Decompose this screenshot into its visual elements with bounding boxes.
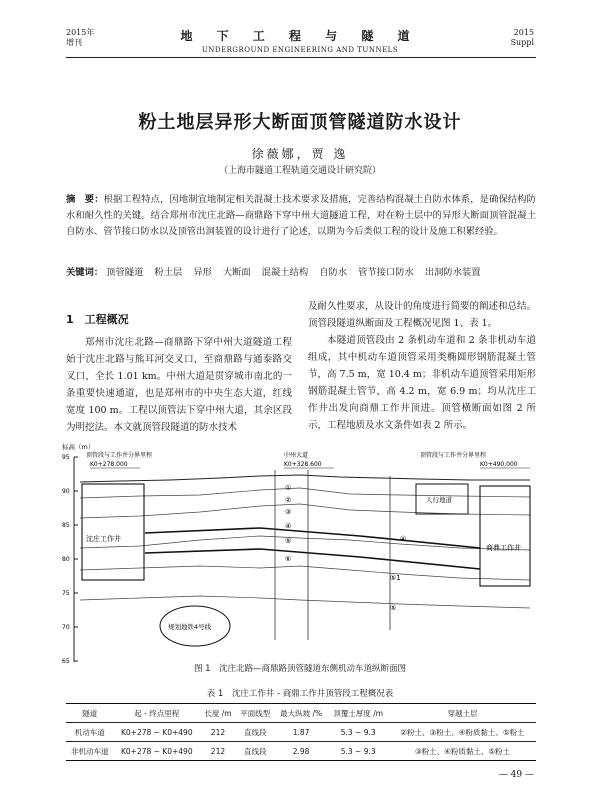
underpass-label: 人行地道: [426, 496, 452, 504]
keyword: 出洞防水装置: [424, 267, 481, 278]
col-header: 起 - 终点里程: [114, 704, 201, 723]
soil-boundary: [80, 504, 530, 518]
y-axis-label: 标高（m）: [62, 443, 95, 451]
journal-name-cn: 地 下 工 程 与 隧 道: [180, 29, 420, 43]
table-row: [66, 742, 536, 761]
table-cell: 直线段: [236, 742, 275, 761]
metro-label: 规划地铁4号线: [168, 623, 212, 631]
soil-boundary: [80, 596, 530, 608]
y-tick-label: 65: [62, 658, 70, 665]
keywords-label: 关键词：: [66, 267, 104, 278]
header-rule: [66, 57, 536, 58]
y-tick-label: 75: [62, 590, 70, 597]
table-caption: 表 1 沈庄工作井 - 商鼎工作井顶管段工程概况表: [206, 689, 394, 699]
shangding-label: 商鼎工作井: [486, 544, 521, 552]
table-cell: ③粉土、④粉质黏土、⑤粉土: [389, 742, 536, 761]
keywords: [66, 266, 536, 280]
header-issue: 增刊: [66, 38, 82, 47]
left-chainage-label: K0+278.000: [90, 461, 128, 468]
right-paragraph-1: 及耐久性要求，从设计的角度进行简要的阐述和总结。顶管段隧道纵断面及工程概况见图 1、表 1。: [308, 301, 537, 329]
header-year: 2015年: [66, 28, 95, 37]
ground-surface: [80, 475, 530, 482]
table-cell: 2.98: [275, 742, 328, 761]
journal-name-en: UNDERGROUND ENGINEERING AND TUNNELS: [201, 46, 399, 54]
col-header: 最大纵坡 /%: [275, 704, 328, 723]
mid-chainage-label: K0+328.600: [284, 461, 322, 468]
table-header-row: [66, 704, 536, 723]
table-cell: 5.3 ~ 9.3: [327, 723, 389, 742]
right-boundary-label: 顶管段与工作井分界里程: [420, 452, 487, 459]
table-cell: 直线段: [236, 723, 275, 742]
col-header: 长度 /m: [200, 704, 236, 723]
table-cell: 非机动车道: [66, 742, 114, 761]
page-number: — 49 —: [498, 770, 534, 780]
soil-label: ④: [285, 522, 292, 530]
keyword: 大断面: [222, 267, 251, 278]
table-row: [66, 723, 536, 742]
left-boundary-label: 顶管段与工作井分界里程: [86, 452, 153, 459]
soil-boundary: [80, 536, 530, 550]
profile-figure: [60, 440, 540, 670]
keyword: 异形: [193, 267, 212, 278]
left-column: [66, 334, 292, 436]
table-cell: K0+278 ~ K0+490: [114, 723, 201, 742]
mid-road-label: 中州大道: [284, 452, 309, 459]
soil-label: ①: [285, 484, 292, 492]
col-header: 隧道: [66, 704, 114, 723]
soil-label: ③: [285, 508, 292, 516]
authors: 徐薇娜，贾 逸: [251, 147, 349, 161]
table-cell: ②粉土、③粉土、④粉质黏土、⑤粉土: [389, 723, 536, 742]
soil-label: ②: [285, 496, 292, 504]
table-cell: 212: [200, 742, 236, 761]
y-tick-label: 90: [62, 488, 70, 495]
header-right: [511, 28, 534, 48]
soil-layer-labels: [285, 484, 406, 612]
paper-title: 粉土地层异形大断面顶管隧道防水设计: [138, 112, 462, 133]
abstract-text: 根据工程特点，因地制宜地制定相关混凝土技术要求及措施，完善结构混凝土自防水体系，是确保结构防水和耐久性的关键。结合郑州市沈庄北路—商鼎路下穿中州大道隧道工程，对在粉土层中的异形大断面顶管混凝土自防水、管节接口防水以及顶管出洞装置的设计进行了论述，以期为今后类似工程的设计及施工积累经验。: [66, 194, 536, 237]
table-cell: 212: [200, 723, 236, 742]
project-table: [66, 703, 536, 761]
y-tick-label: 80: [62, 556, 70, 563]
affiliation: （上海市隧道工程轨道交通设计研究院）: [218, 166, 381, 176]
tunnel-crown: [145, 528, 480, 548]
soil-boundary: [80, 566, 530, 580]
left-paragraph: 郑州市沈庄北路—商鼎路下穿中州大道隧道工程始于沈庄北路与熊耳河交叉口，至商鼎路与通泰路交叉口，全长 1.01 km。中州大道是贯穿城市南北的一条重要快速通道，也是郑州市的中央生态大道，红线宽度 100 m。工程以顶管法下穿中州大道，其余区段为明挖法。本文就顶管段隧道的防水技术: [66, 337, 292, 433]
y-tick-label: 70: [62, 624, 70, 631]
col-header: 穿越土层: [389, 704, 536, 723]
soil-label: ⑤: [285, 537, 292, 545]
soil-boundary: [80, 488, 530, 498]
soil-label: ⑤: [390, 604, 397, 612]
abstract: [66, 192, 536, 240]
header-suppl: Suppl: [510, 38, 534, 47]
abstract-label: 摘 要：: [66, 194, 104, 205]
right-chainage-label: K0+490.000: [480, 461, 518, 468]
col-header: 平面线型: [236, 704, 275, 723]
shenzhuang-shaft: [82, 484, 144, 580]
keyword: 管节接口防水: [358, 267, 414, 278]
shangding-shaft: [480, 486, 530, 586]
soil-label: ④: [400, 535, 407, 543]
keyword: 粉土层: [154, 267, 183, 278]
keyword: 顶管隧道: [106, 267, 144, 278]
table-cell: K0+278 ~ K0+490: [114, 742, 201, 761]
section-heading: 1 工程概况: [66, 313, 129, 326]
y-tick-label: 95: [62, 454, 70, 461]
y-ticks: [62, 454, 78, 665]
shenzhuang-label: 沈庄工作井: [86, 535, 121, 543]
right-paragraph-2: 本隧道顶管段由 2 条机动车道和 2 条非机动车道组成，其中机动车道顶管采用类椭圆形钢筋混凝土管节，高 7.5 m，宽 10.4 m；非机动车道顶管采用矩形钢筋混凝土管节，高 4.2 m，宽 6.9 m；均从沈庄工作井出发向商鼎工作井顶进。顶管横断面如图 2 所示，工程地质及水文条件如表 2 所示。: [308, 335, 536, 431]
y-tick-label: 85: [62, 522, 70, 529]
header-year-en: 2015: [513, 28, 534, 37]
table-cell: 1.87: [275, 723, 328, 742]
soil-label: ⑥: [285, 555, 292, 563]
table-cell: 5.3 ~ 9.3: [327, 742, 389, 761]
right-column: [308, 298, 536, 434]
keyword: 混凝土结构: [261, 267, 309, 278]
col-header: 顶覆土厚度 /m: [327, 704, 389, 723]
soil-label: ⑤1: [390, 574, 401, 582]
figure-caption: 图 1 沈庄北路—商鼎路顶管隧道东侧机动车道纵断面图: [193, 664, 407, 674]
table-cell: 机动车道: [66, 723, 114, 742]
keyword: 自防水: [319, 267, 348, 278]
